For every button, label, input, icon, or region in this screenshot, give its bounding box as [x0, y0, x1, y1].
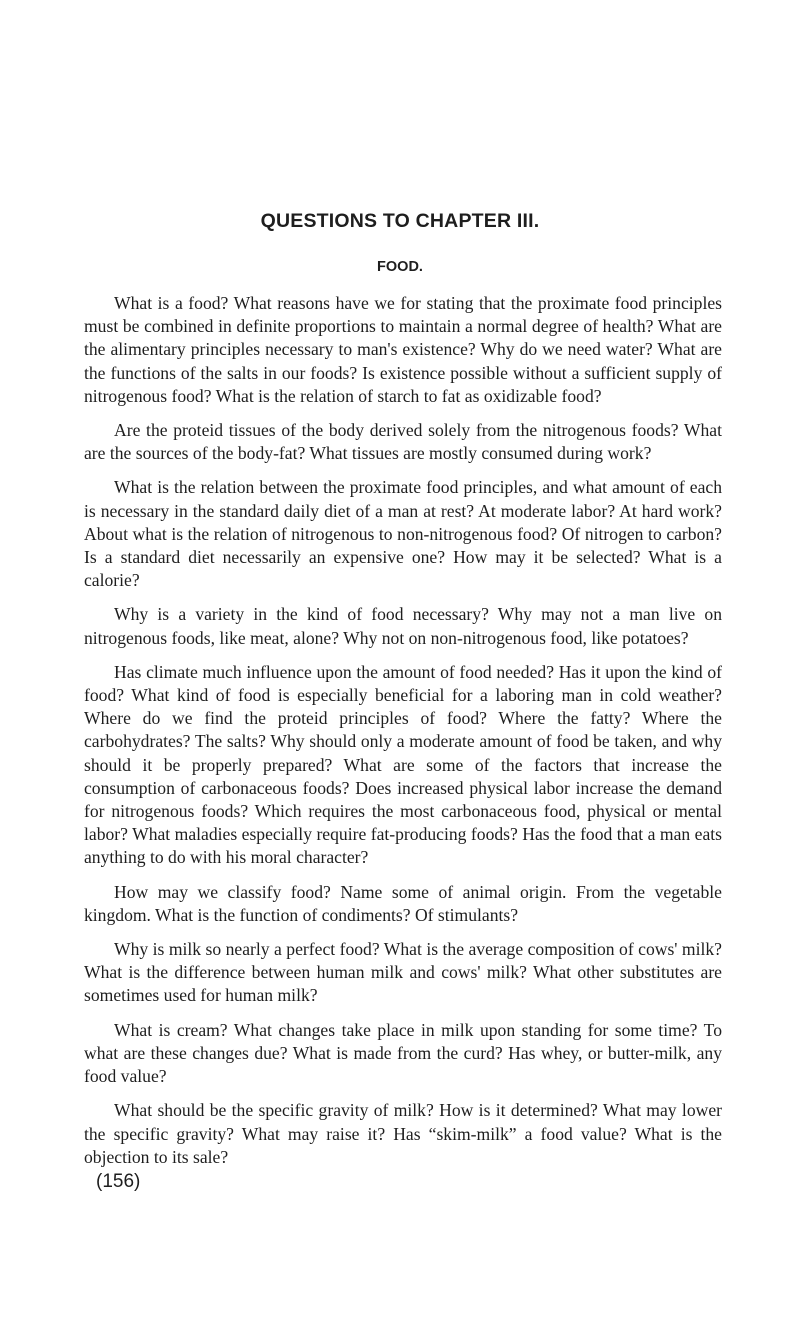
paragraph: What is a food? What reasons have we for stating that the proximate food principles must be combined in definite proportions to maintain a normal degree of health? What are the alimentary principles necessary to man's existence? Why do we need water? What are the functions of the salts in our foods? Is existence possible without a sufficient supply of nitrogenous food? What is the relation of starch to fat as oxidizable food?	[84, 293, 722, 406]
paragraph: How may we classify food? Name some of animal origin. From the vegetable kingdom. What is the function of condiments? Of stimulants?	[84, 881, 722, 925]
paragraph: Why is a variety in the kind of food necessary? Why may not a man live on nitrogenous foods, like meat, alone? Why not on non-nitrogenous food, like potatoes?	[84, 604, 722, 648]
paragraph: What is cream? What changes take place in milk upon standing for some time? To what are these changes due? What is made from the curd? Has whey, or butter-milk, any food value?	[84, 1019, 722, 1087]
page-number: (156)	[96, 1171, 141, 1192]
paragraph: Are the proteid tissues of the body derived solely from the nitrogenous foods? What are the sources of the body-fat? What tissues are mostly consumed during work?	[84, 420, 722, 464]
paragraph: Has climate much influence upon the amount of food needed? Has it upon the kind of food? What kind of food is especially beneficial for a laboring man in cold weather? Where do we find the proteid principles of food? Where the fatty? Where the carbohydrates? The salts? Why should only a moderate amount of food be taken, and why should it be properly prepared? What are some of the factors that increase the consumption of carbonaceous foods? Does increased physical labor increase the demand for nitrogenous foods? Which requires the most carbonaceous food, physical or mental labor? What maladies especially require fat-producing foods? Has the food that a man eats anything to do with his moral character?	[84, 661, 722, 868]
chapter-title: QUESTIONS TO CHAPTER III.	[260, 210, 540, 232]
paragraph: Why is milk so nearly a perfect food? What is the average composition of cows' milk? What is the difference between human milk and cows' milk? What other substitutes are sometimes used for human milk?	[84, 939, 722, 1006]
section-title: FOOD.	[377, 259, 423, 275]
paragraph: What should be the specific gravity of milk? How is it determined? What may lower the specific gravity? What may raise it? Has “skim-milk” a food value? What is the objection to its sale?	[84, 1100, 722, 1167]
paragraph: What is the relation between the proximate food principles, and what amount of each is necessary in the standard daily diet of a man at rest? At moderate labor? At hard work? About what is the relation of nitrogenous to non-nitrogenous food? Of nitrogen to carbon? Is a standard diet necessarily an expensive one? How may it be selected? What is a calorie?	[84, 477, 722, 591]
questions-body	[84, 292, 722, 1180]
